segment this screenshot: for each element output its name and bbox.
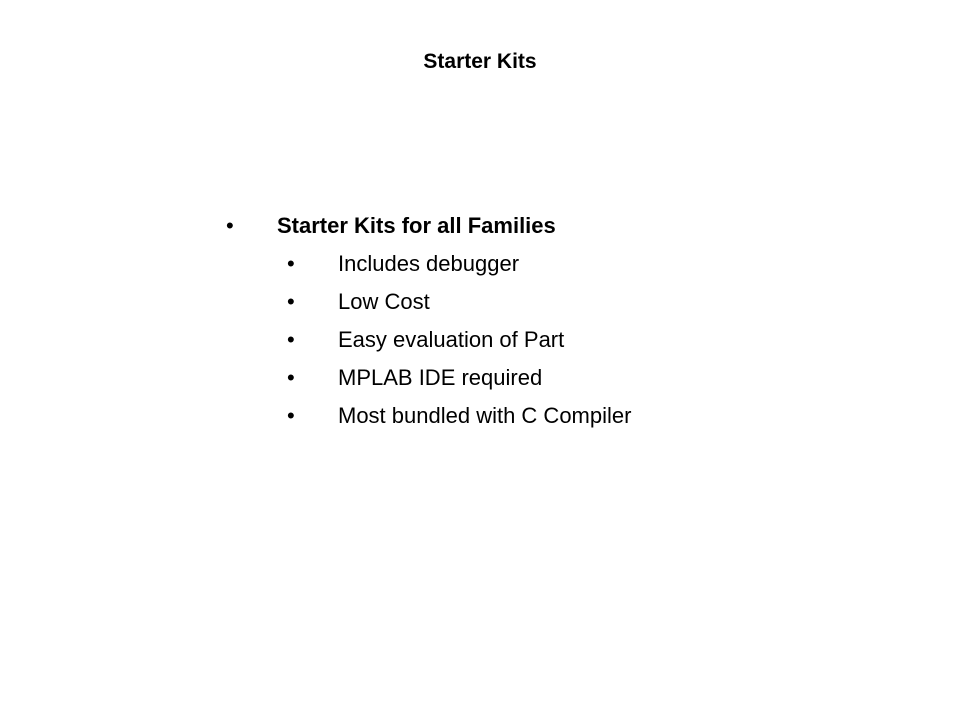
sub-bullet-text: Includes debugger xyxy=(338,251,520,276)
sub-bullet-text: MPLAB IDE required xyxy=(338,365,543,390)
sub-bullet-text: Low Cost xyxy=(338,289,430,314)
main-bullet-item xyxy=(226,211,866,249)
sub-bullet-item xyxy=(226,325,866,363)
slide-title: Starter Kits xyxy=(423,50,537,73)
sub-bullet-item xyxy=(226,287,866,325)
sub-bullet-item xyxy=(226,401,866,439)
sub-bullet-item xyxy=(226,363,866,401)
bullet-list xyxy=(226,211,866,439)
bullet-icon: • xyxy=(287,289,295,314)
main-bullet-text: Starter Kits for all Families xyxy=(277,213,556,238)
sub-bullet-text: Easy evaluation of Part xyxy=(338,327,565,352)
bullet-icon: • xyxy=(226,213,234,238)
bullet-icon: • xyxy=(287,365,295,390)
bullet-icon: • xyxy=(287,327,295,352)
bullet-icon: • xyxy=(287,251,295,276)
sub-bullet-text: Most bundled with C Compiler xyxy=(338,403,632,428)
sub-bullet-item xyxy=(226,249,866,287)
bullet-icon: • xyxy=(287,403,295,428)
